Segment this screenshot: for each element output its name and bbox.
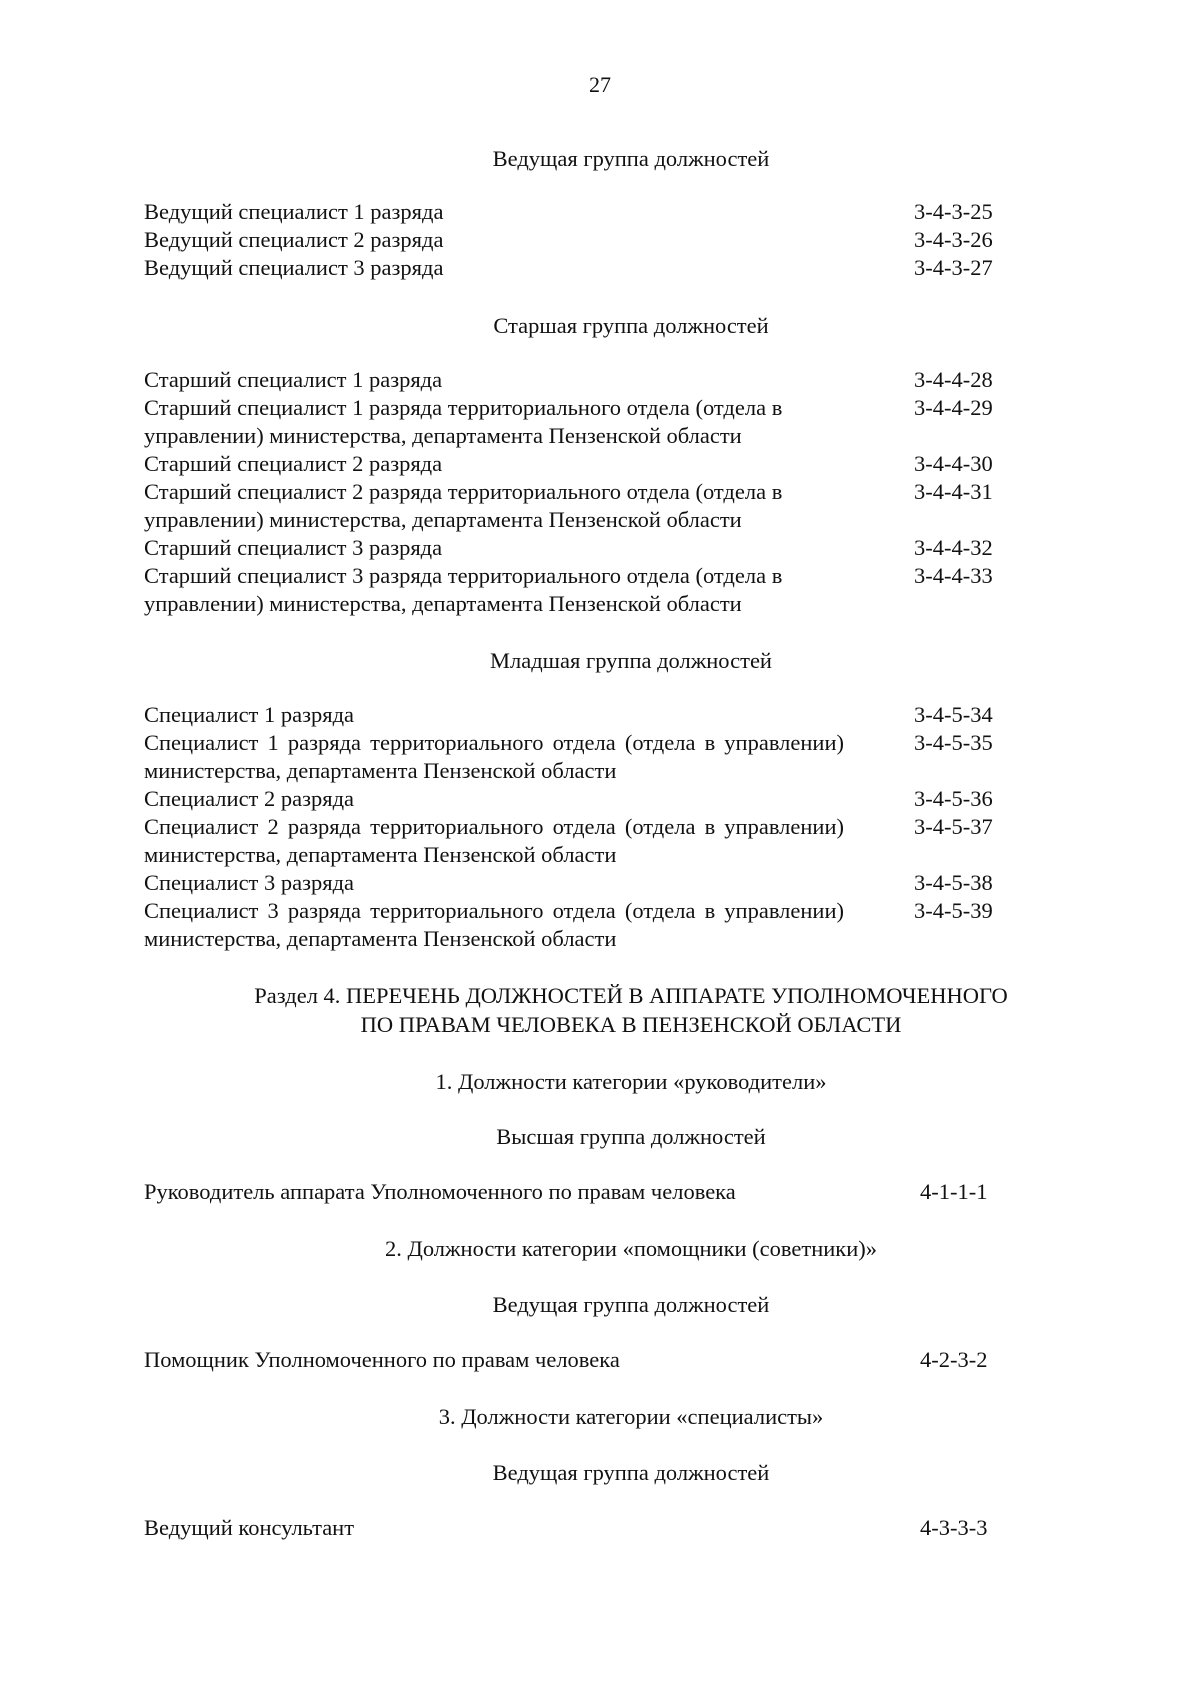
position-label: Старший специалист 2 разряда территориального отдела (отдела в управлении) министерства, департамента Пензенской области [144,479,783,532]
position-label: Специалист 2 разряда [144,786,355,811]
position-code: 3-4-5-39 [914,898,993,923]
category-title: 1. Должности категории «руководители» [435,1069,827,1094]
position-label: Ведущий специалист 1 разряда [144,199,444,224]
position-code: 3-4-5-34 [914,702,993,727]
position-code: 3-4-4-29 [914,395,993,420]
position-label: Помощник Уполномоченного по правам человека [144,1347,620,1372]
page-number: 27 [589,72,611,97]
section-title-line1: Раздел 4. ПЕРЕЧЕНЬ ДОЛЖНОСТЕЙ В АППАРАТЕ УПОЛНОМОЧЕННОГО [254,983,1008,1008]
position-code: 3-4-3-26 [914,227,993,252]
position-label: Специалист 1 разряда [144,702,355,727]
position-code: 3-4-5-35 [914,730,993,755]
position-code: 3-4-4-31 [914,479,993,504]
position-code: 3-4-3-25 [914,199,993,224]
position-label: Специалист 2 разряда территориального отдела (отдела в управлении) министерства, департамента Пензенской области [144,814,844,867]
position-code: 4-2-3-2 [920,1347,988,1372]
category-title: 3. Должности категории «специалисты» [438,1404,824,1429]
position-label: Руководитель аппарата Уполномоченного по правам человека [144,1179,736,1204]
position-label: Старший специалист 3 разряда [144,535,443,560]
position-label: Старший специалист 2 разряда [144,451,443,476]
position-code: 3-4-4-33 [914,563,993,588]
position-code: 3-4-4-32 [914,535,993,560]
position-code: 3-4-3-27 [914,255,993,280]
position-code: 3-4-5-38 [914,870,993,895]
group-title-leading: Ведущая группа должностей [492,1292,770,1317]
position-label: Специалист 1 разряда территориального отдела (отдела в управлении) министерства, департамента Пензенской области [144,730,844,783]
position-label: Специалист 3 разряда [144,870,355,895]
position-code: 4-1-1-1 [920,1179,988,1204]
position-label: Специалист 3 разряда территориального отдела (отдела в управлении) министерства, департамента Пензенской области [144,898,844,951]
position-label: Ведущий специалист 2 разряда [144,227,444,252]
position-label: Старший специалист 1 разряда [144,367,443,392]
group-title-leading: Ведущая группа должностей [492,1460,770,1485]
position-code: 4-3-3-3 [920,1515,988,1540]
position-label: Старший специалист 3 разряда территориального отдела (отдела в управлении) министерства, департамента Пензенской области [144,563,783,616]
group-title-highest: Высшая группа должностей [496,1124,766,1149]
position-code: 3-4-4-28 [914,367,993,392]
group-title-leading: Ведущая группа должностей [492,146,770,171]
group-title-senior: Старшая группа должностей [493,313,769,338]
position-label: Ведущий специалист 3 разряда [144,255,444,280]
group-title-junior: Младшая группа должностей [490,648,772,673]
section-title-line2: ПО ПРАВАМ ЧЕЛОВЕКА В ПЕНЗЕНСКОЙ ОБЛАСТИ [360,1012,902,1037]
position-code: 3-4-5-36 [914,786,993,811]
position-label: Старший специалист 1 разряда территориального отдела (отдела в управлении) министерства, департамента Пензенской области [144,395,783,448]
position-code: 3-4-4-30 [914,451,993,476]
position-label: Ведущий консультант [144,1515,355,1540]
position-code: 3-4-5-37 [914,814,993,839]
category-title: 2. Должности категории «помощники (советники)» [384,1236,878,1261]
